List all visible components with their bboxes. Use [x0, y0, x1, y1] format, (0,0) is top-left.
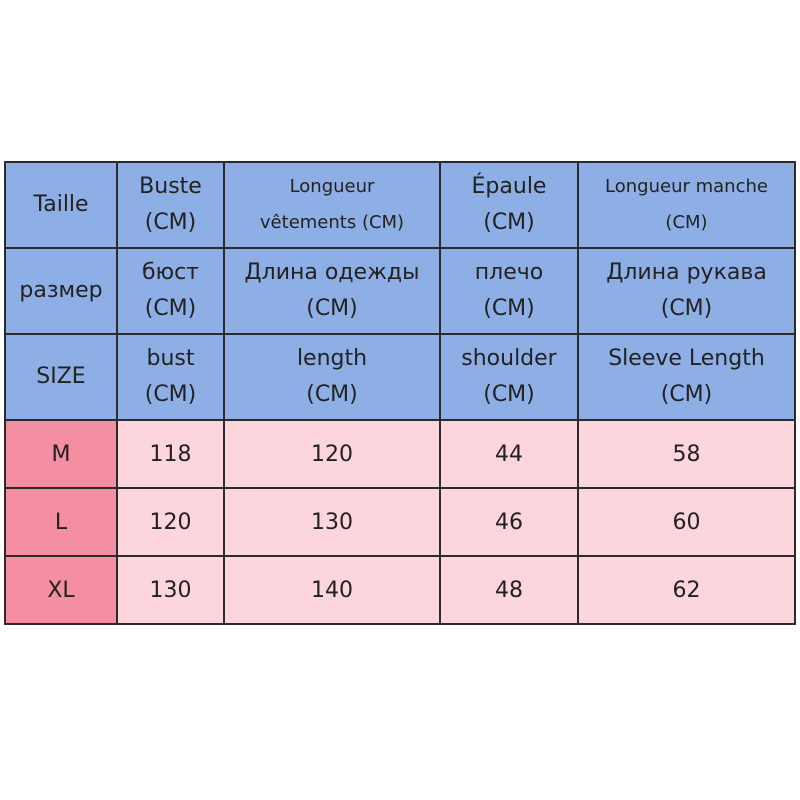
length-value: 140 — [224, 556, 440, 624]
header-cell-bust — [117, 248, 224, 334]
length-value: 130 — [224, 488, 440, 556]
header-cell-bust — [117, 162, 224, 248]
header-line1: Longueur — [289, 176, 375, 197]
table-row — [5, 488, 795, 556]
table-row — [5, 556, 795, 624]
header-row-english — [5, 334, 795, 420]
shoulder-value: 44 — [440, 420, 578, 488]
header-line2: (CM) — [483, 296, 535, 321]
header-line2: (CM) — [483, 210, 535, 235]
header-line2: (CM) — [144, 210, 197, 235]
header-line1: bust — [146, 346, 195, 371]
header-row-french — [5, 162, 795, 248]
header-line1: плечо — [474, 260, 544, 285]
header-cell-sleeve — [578, 334, 795, 420]
header-line1: Longueur manche — [605, 176, 768, 197]
bust-value: 120 — [117, 488, 224, 556]
header-line1: shoulder — [461, 346, 557, 371]
table-row — [5, 420, 795, 488]
header-line2: (CM) — [483, 382, 535, 407]
header-label-cell — [5, 162, 117, 248]
header-line2: (CM) — [144, 296, 197, 321]
header-line1: Sleeve Length — [608, 346, 765, 371]
header-label-cell — [5, 248, 117, 334]
header-label: размер — [19, 278, 103, 303]
header-cell-length — [224, 162, 440, 248]
header-line2: vêtements (CM) — [259, 212, 405, 233]
header-line2: (CM) — [660, 296, 713, 321]
header-label: SIZE — [36, 364, 86, 389]
shoulder-value: 46 — [440, 488, 578, 556]
sleeve-value: 58 — [578, 420, 795, 488]
header-cell-length — [224, 248, 440, 334]
header-cell-shoulder — [440, 162, 578, 248]
header-label-cell — [5, 334, 117, 420]
size-chart-table — [4, 161, 796, 625]
header-line1: Длина рукава — [606, 260, 767, 285]
header-line2: (CM) — [665, 212, 708, 233]
header-cell-sleeve — [578, 248, 795, 334]
header-line2: (CM) — [306, 296, 358, 321]
header-line2: (CM) — [144, 382, 197, 407]
header-line1: Épaule — [471, 174, 547, 199]
header-line2: (CM) — [660, 382, 713, 407]
header-line1: Buste — [139, 174, 202, 199]
size-label-cell: XL — [5, 556, 117, 624]
shoulder-value: 48 — [440, 556, 578, 624]
header-line1: бюст — [142, 260, 199, 285]
header-cell-sleeve — [578, 162, 795, 248]
header-line2: (CM) — [306, 382, 358, 407]
bust-value: 130 — [117, 556, 224, 624]
header-label: Taille — [33, 192, 89, 217]
bust-value: 118 — [117, 420, 224, 488]
header-line1: Длина одежды — [244, 260, 420, 285]
size-label-cell: M — [5, 420, 117, 488]
size-label-cell: L — [5, 488, 117, 556]
header-row-russian — [5, 248, 795, 334]
header-cell-shoulder — [440, 248, 578, 334]
length-value: 120 — [224, 420, 440, 488]
header-cell-length — [224, 334, 440, 420]
sleeve-value: 60 — [578, 488, 795, 556]
header-line1: length — [296, 346, 368, 371]
sleeve-value: 62 — [578, 556, 795, 624]
header-cell-shoulder — [440, 334, 578, 420]
header-cell-bust — [117, 334, 224, 420]
